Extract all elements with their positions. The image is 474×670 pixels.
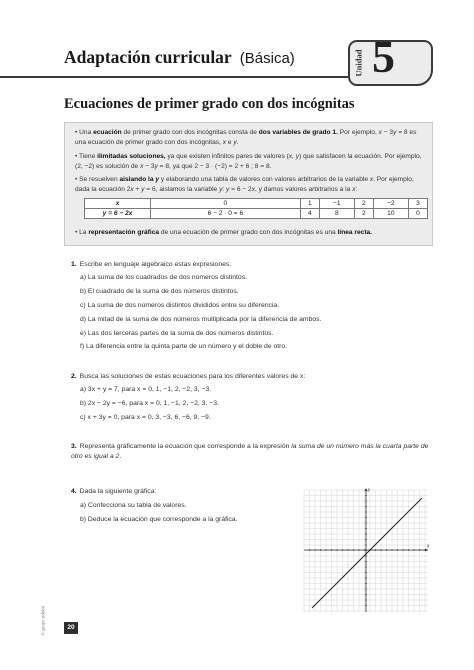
exercise-prompt: Busca las soluciones de estas ecuaciones para los diferentes valores de x: xyxy=(79,373,306,380)
table-cell: −1 xyxy=(319,199,354,209)
unit-number: 5 xyxy=(372,31,395,82)
exercise-item: a) 3x + y = 7, para x = 0, 1, −1, 2, −2, 3, −3. xyxy=(80,386,212,393)
theory-definition: • Una ecuación de primer grado con dos incógnitas consta de dos variables de grado 1. Por ejemplo, x − 3y = 8 es una ecuación de primer grado con dos incógnitas, x e y. xyxy=(75,129,417,146)
x-axis-label: x xyxy=(427,544,430,549)
exercise-item: a) La suma de los cuadrados de dos números distintos. xyxy=(80,274,247,281)
exercise-item: d) La mitad de la suma de dos números multiplicada por la diferencia de ambos. xyxy=(80,316,322,323)
graph-line xyxy=(312,498,422,608)
exercise-number: 3. xyxy=(71,443,77,450)
exercise-2 xyxy=(71,372,305,382)
y-axis-label: y xyxy=(368,488,371,493)
table-cell: 0 xyxy=(151,199,301,209)
exercise-item: a) Confecciona su tabla de valores. xyxy=(80,502,187,509)
exercise-4 xyxy=(71,487,156,497)
exercise-item: c) x + 3y = 0, para x = 0, 3, −3, 6, −6, 9, −9. xyxy=(80,414,211,421)
page-title: Adaptación curricular (Básica) xyxy=(64,47,295,67)
table-cell: 1 xyxy=(300,199,319,209)
exercise-item: b) 2x − 2y = −6, para x = 0, 1, −1, 2, −2, 3, −3. xyxy=(80,400,219,407)
exercise-item: c) La suma de dos números distintos divididos entre su diferencia. xyxy=(80,302,280,309)
copyright-notice: © grupo edebé xyxy=(40,605,46,636)
table-row xyxy=(85,199,428,209)
exercise-1 xyxy=(71,260,231,270)
page-subtitle: (Básica) xyxy=(239,50,295,67)
page-number: 20 xyxy=(64,622,78,634)
exercise-item: b) Deduce la ecuación que corresponde a la gráfica. xyxy=(80,516,238,523)
table-row xyxy=(85,209,428,219)
line-graph xyxy=(300,484,432,614)
unit-label: Unidad xyxy=(353,49,364,77)
theory-solutions: • Tiene ilimitadas soluciones, ya que existen infinitos pares de valores (x, y) que satisfacen la ecuación. Por ejemplo, (2, −2) es solución de x − 3y = 8, ya que 2 − 3 · (−2) = 2 + 6 ; 8 = 8. xyxy=(75,153,422,170)
theory-box xyxy=(64,122,433,246)
header-rule xyxy=(0,76,352,78)
values-table xyxy=(84,198,428,219)
exercise-item: e) Las dos terceras partes de la suma de dos números distintos. xyxy=(80,330,274,337)
section-title: Ecuaciones de primer grado con dos incógnitas xyxy=(64,96,355,112)
table-cell: 4 xyxy=(300,209,319,219)
table-cell: 6 − 2 · 0 = 6 xyxy=(151,209,301,219)
table-cell: 10 xyxy=(373,209,408,219)
theory-graph: • La representación gráfica de una ecuación de primer grado con dos incógnitas es una línea recta. xyxy=(75,229,373,236)
table-cell: 3 xyxy=(408,199,427,209)
table-cell: 2 xyxy=(354,209,373,219)
exercise-item: f) La diferencia entre la quinta parte de un número y el doble de otro. xyxy=(80,343,288,350)
exercise-prompt: Dada la siguiente gráfica: xyxy=(79,488,157,495)
table-cell: −2 xyxy=(373,199,408,209)
table-cell: 2 xyxy=(354,199,373,209)
exercise-item: b) El cuadrado de la suma de dos números distintos. xyxy=(80,288,239,295)
table-cell: 8 xyxy=(319,209,354,219)
exercise-3: 3. Representa gráficamente la ecuación que corresponde a la expresión la suma de un número más la cuarta parte de otro es igual a 2. xyxy=(71,443,429,460)
theory-method: • Se resuelven aislando la y y elaborando una tabla de valores con valores arbitrarios de la variable x. Por ejemplo, dada la ecuación 2x + y = 6, aislamos la variable y: y = 6 − 2x, y damos valores arbitrarios a la x: xyxy=(75,176,414,193)
table-header-cell: y = 6 − 2x xyxy=(85,209,151,219)
exercise-number: 4. xyxy=(71,488,77,495)
exercise-number: 1. xyxy=(71,261,77,268)
table-cell: 0 xyxy=(408,209,427,219)
exercise-prompt: Escribe en lenguaje algebraico estas expresiones: xyxy=(79,261,232,268)
table-header-cell: x xyxy=(85,199,151,209)
exercise-number: 2. xyxy=(71,373,77,380)
